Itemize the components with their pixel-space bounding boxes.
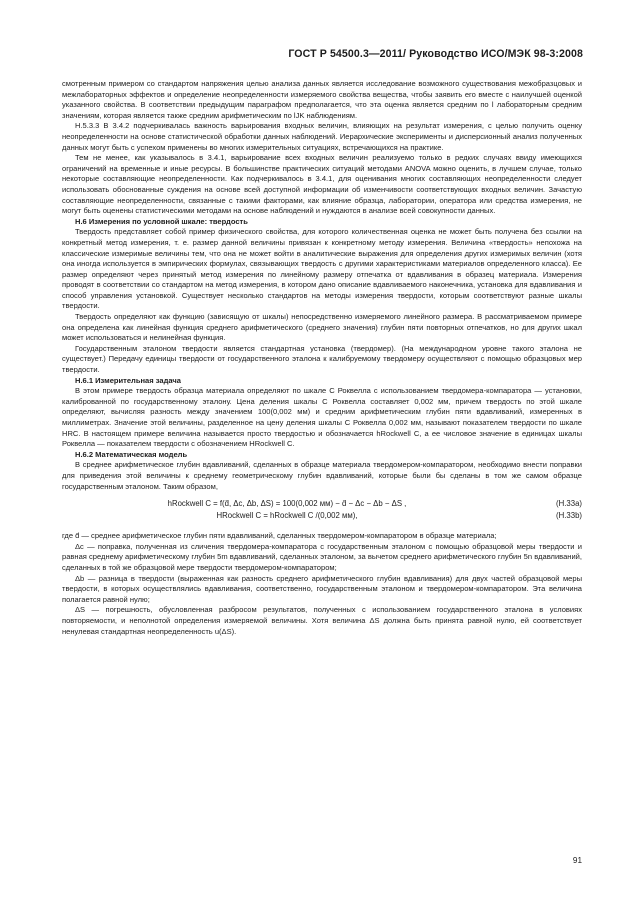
paragraph: Твердость определяют как функцию (зависящую от шкалы) непосредственно измеряемого линейного размера. В рассматриваемом примере она определена как линейная функция среднего арифметического (среднего значения) глубин пяти повторных отпечатков, но для других шкал может использоваться и нелинейная функция.	[62, 312, 582, 343]
page-header: ГОСТ Р 54500.3—2011/ Руководство ИСО/МЭК 98-3:2008	[288, 48, 583, 60]
section-heading: Н.6.2 Математическая модель	[75, 449, 188, 459]
paragraph: Тем не менее, как указывалось в 3.4.1, варьирование всех входных величин реализуемо только в редких случаях ввиду имеющихся ограничений на временные и иные ресурсы. В большинстве практических ситуаций методами ANOVA можно оценить, в лучшем случае, только некоторые составляющие неопределенности. Как подчеркивалось в 3.4.1, для оценивания многих составляющих неопределенности следует использовать обоснованные суждения на основе всей доступной информации об изменчивости соответствующих входных величин. Зачастую составляющие неопределенности, связанные с такими факторами, как влияние образца, лаборатории, оператора или средства измерения, не могут быть оценены статистическими методами на основе наблюдений и нуждаются в анализе всей совокупности данных.	[62, 153, 582, 216]
paragraph: смотренным примером со стандартом напряжения целью анализа данных является исследование возможного существования межобразцовых и межлабораторных эффектов и определение неопределенности измеряемого свойства вещества, чтобы заявить его вместе с наилучшей оценкой указанного свойства. В соответствии предыдущим параграфом предполагается, что эта оценка является средним по l лабораторным средним значениям, которая является также средним арифметическим по lJK наблюдениям.	[62, 79, 582, 120]
formula-expression: HRockwell C = hRockwell C /(0,002 мм),	[216, 510, 358, 520]
paragraph: ΔS — погрешность, обусловленная разбросом результатов, полученных с использованием государственного эталона в условиях повторяемости, и неполнотой определения измеряемой величины. Хотя величина ΔS должна быть принята равной нулю, ей соответствует ненулевая стандартная неопределенность u(ΔS).	[62, 605, 582, 636]
page-body	[62, 79, 582, 637]
paragraph: Твердость представляет собой пример физического свойства, для которого количественная оценка не может быть получена без ссылки на конкретный метод измерения, т. е. размер данной величины привязан к конкретному методу измерения. Величина «твердость» непохожа на классические измеримые величины тем, что она не может войти в аналитические выражения для определения других измеримых величин (хотя она иногда используется в эмпирических формулах, связывающих твердость с другими характеристиками материалов определенного класса). Ее размер определяют через принятый метод измерения по линейному размеру отпечатка от вдавливания в образец материала. Измерения проводят в соответствии со стандартом на метод измерения, в котором дано описание вдавливаемого наконечника, установка для вдавливания и способ управления установкой. Существует несколько стандартов на методы измерения твердости, которым соответствуют разные шкалы твердости.	[62, 227, 582, 311]
page-number: 91	[572, 856, 582, 865]
paragraph: Н.5.3.3 В 3.4.2 подчеркивалась важность варьирования входных величин, влияющих на результат измерения, с целью получить оценку неопределенности на основе статистической обработки данных наблюдений. Иерархические эксперименты и дисперсионный анализ полученных данных могут быть с успехом применены во многих измерительных ситуациях, встречающихся на практике.	[62, 121, 582, 152]
formula-number: (Н.33b)	[556, 510, 582, 520]
paragraph: Δb — разница в твердости (выраженная как разность среднего арифметического глубин вдавливания) для двух частей образцовой меры твердости, в которых осуществлялись вдавливания, соответственно, государственным эталоном и твердомером-компаратором. Эта величина полагается равной нулю;	[62, 573, 582, 604]
paragraph: В среднее арифметическое глубин вдавливаний, сделанных в образце материала твердомером-компаратором, необходимо внести поправки для приведения этой величины к среднему геометрическому глубин вдавливаний, которые были бы сделаны в том же самом образце государственным эталоном. Таким образом,	[62, 460, 582, 491]
formula	[62, 510, 582, 522]
paragraph: где d̄ — среднее арифметическое глубин пяти вдавливаний, сделанных твердомером-компаратором в образце материала;	[62, 531, 497, 541]
formula	[62, 498, 582, 510]
paragraph: Государственным эталоном твердости является стандартная установка (твердомер). (На международном уровне такого эталона не существует.) Передачу единицы твердости от государственного эталона к калибруемому твердомеру осуществляют с помощью образцовых мер твердости.	[62, 343, 582, 375]
formula-number: (Н.33а)	[556, 498, 582, 508]
section-heading: Н.6 Измерения по условной шкале: твердость	[75, 216, 248, 226]
section-heading: Н.6.1 Измерительная задача	[75, 375, 181, 385]
paragraph: В этом примере твердость образца материала определяют по шкале С Роквелла с использованием твердомера-компаратора — установки, калиброванной по государственному эталону. Цена деления шкалы С Роквелла составляет 0,002 мм, причем твердость по этой шкале определяют, вычисляя разность между значением 100(0,002 мм) и средним арифметическим глубин пяти вдавливаний, измеренных в миллиметрах. Значение этой величины, разделенное на цену деления шкалы С Роквелла 0,002 мм, называют показателем твердости по шкале HRC. В настоящем примере величина называется просто твердостью и обозначается hRockwell C, а ее числовое значение в единицах шкалы Роквелла — показателем твердости с обозначением HRockwell C.	[62, 386, 582, 449]
paragraph: Δc — поправка, полученная из сличения твердомера-компаратора с государственным эталоном с помощью образцовой меры твердости и равная среднему арифметическому глубин 5m вдавливаний, сделанных эталоном, за вычетом среднего арифметического глубин 5n вдавливаний, сделанных в той же образцовой мере твердости твердомером-компаратором;	[62, 541, 582, 572]
formula-expression: hRockwell C = f(d̄, Δc, Δb, ΔS) = 100(0,002 мм) − d̄ − Δc − Δb − ΔS ,	[167, 498, 407, 508]
